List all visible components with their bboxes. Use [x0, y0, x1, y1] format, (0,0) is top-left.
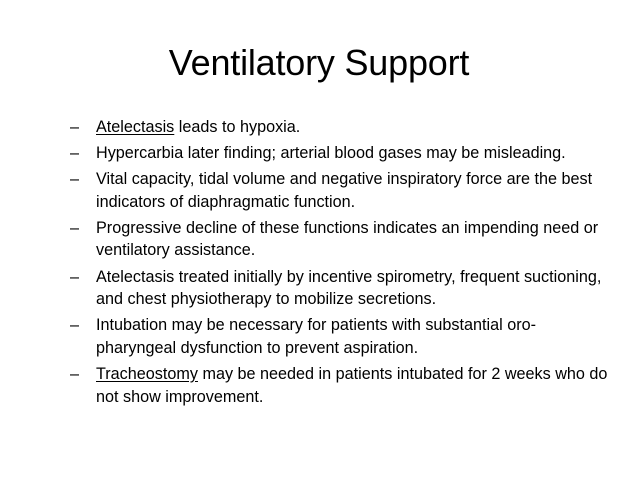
bullet-marker: –	[70, 170, 80, 189]
slide-title: Ventilatory Support	[168, 42, 470, 83]
bullet-marker: –	[70, 364, 80, 383]
list-item-text: may be needed in patients intubated for 2 weeks who do not show improvement.	[96, 364, 608, 406]
bullet-marker: –	[70, 267, 80, 286]
bullet-marker: –	[70, 118, 80, 136]
bullet-marker: –	[70, 218, 80, 237]
list-item	[70, 142, 610, 165]
list-item	[70, 168, 610, 213]
atelectasis-link[interactable]: Atelectasis	[96, 118, 175, 136]
list-item	[70, 116, 610, 139]
list-item-text: Progressive decline of these functions indicates an impending need or ventilatory assistance.	[96, 218, 599, 260]
tracheostomy-link[interactable]: Tracheostomy	[96, 364, 198, 383]
list-item-text: Hypercarbia later finding; arterial blood gases may be misleading.	[96, 144, 566, 163]
list-item	[70, 363, 610, 408]
list-item	[70, 217, 610, 262]
list-item-text: Intubation may be necessary for patients with substantial oro-pharyngeal dysfunction to prevent aspiration.	[96, 316, 536, 357]
list-item-text: Vital capacity, tidal volume and negative inspiratory force are the best indicators of diaphragmatic function.	[96, 170, 593, 211]
bullet-marker: –	[70, 316, 80, 335]
list-item-text: leads to hypoxia.	[174, 118, 301, 136]
list-item	[70, 314, 610, 359]
bullet-marker: –	[70, 144, 80, 163]
list-item	[70, 266, 610, 311]
list-item-text: Atelectasis treated initially by incentive spirometry, frequent suctioning, and chest physiotherapy to mobilize secretions.	[96, 267, 602, 309]
bullet-list	[70, 116, 610, 412]
